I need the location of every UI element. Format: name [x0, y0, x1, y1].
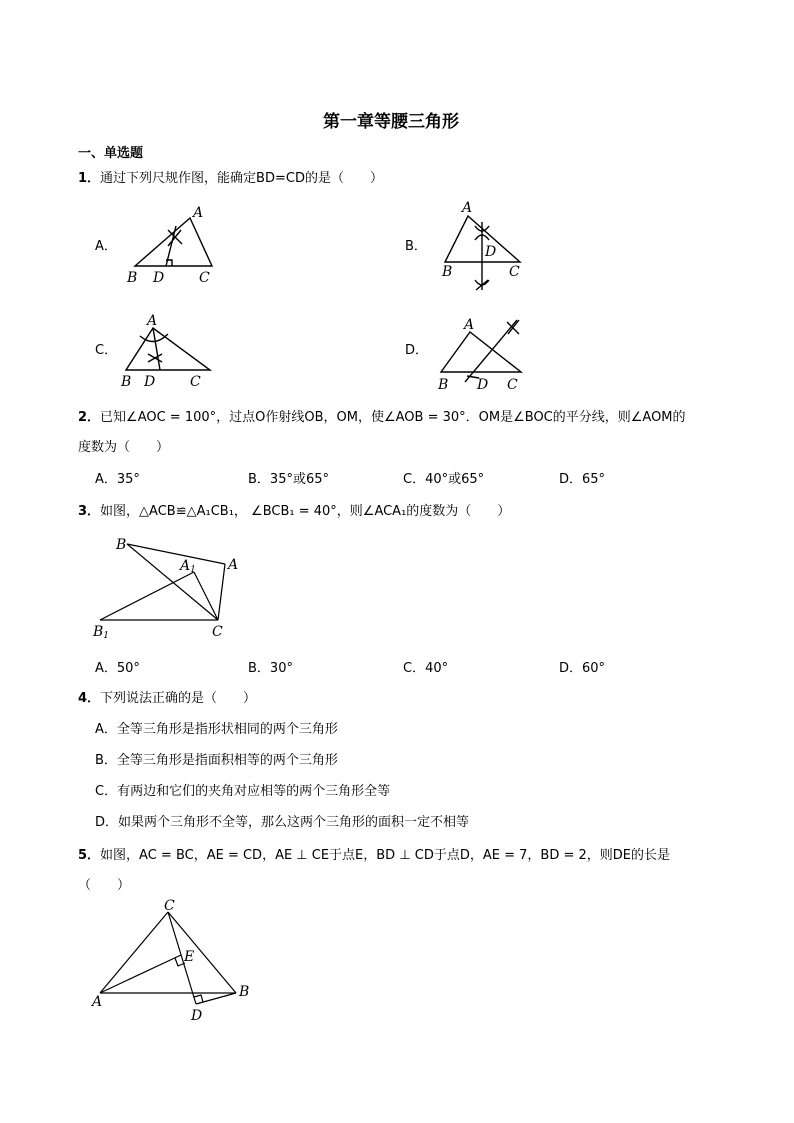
label-a: A — [92, 994, 103, 1010]
question-number: 5． — [78, 848, 101, 863]
question-text: 通过下列尺规作图，能确定BD=CD的是（ ） — [100, 171, 383, 186]
label-c: C — [507, 377, 518, 393]
label-d: D — [485, 244, 497, 260]
segment-a1c — [194, 572, 218, 620]
segment-b1a1 — [100, 572, 194, 620]
question-1 — [78, 171, 383, 187]
label-b: B — [442, 264, 453, 280]
label-a: A — [147, 313, 158, 329]
question-3 — [78, 504, 510, 520]
page-title: 第一章等腰三角形 — [323, 112, 459, 132]
option-label: B． — [405, 239, 427, 254]
arc-marks-top — [507, 320, 519, 334]
segment-ba — [127, 544, 225, 564]
label-d: D — [191, 1008, 203, 1024]
label-a: A — [462, 200, 473, 216]
label-b: B — [438, 377, 449, 393]
label-b: B — [116, 537, 127, 553]
label-d: D — [153, 270, 165, 286]
label-d: D — [144, 374, 156, 390]
option-label: A． — [95, 239, 117, 254]
option-d: D．60° — [559, 661, 606, 676]
segment-ac — [218, 564, 225, 620]
option-a: A．全等三角形是指形状相同的两个三角形 — [95, 722, 338, 737]
label-b1: B1 — [93, 624, 110, 641]
angle-bisector — [153, 328, 160, 370]
label-c: C — [190, 374, 201, 390]
question-text: 如图，△ACB≌△A₁CB₁， ∠BCB₁ = 40°，则∠ACA₁的度数为（ ） — [100, 504, 511, 519]
section-heading: 一、单选题 — [78, 146, 144, 161]
option-d: D．如果两个三角形不全等，那么这两个三角形的面积一定不相等 — [95, 815, 470, 830]
label-c: C — [509, 264, 520, 280]
label-a1: A1 — [180, 558, 196, 575]
option-label: D． — [405, 343, 429, 358]
option-label: C． — [95, 343, 118, 358]
segment-cb — [168, 912, 236, 993]
label-c: C — [164, 898, 175, 914]
figure-3 — [90, 532, 250, 644]
question-text: 下列说法正确的是（ ） — [100, 691, 257, 706]
question-5 — [78, 848, 670, 864]
label-b: B — [121, 374, 132, 390]
option-c: C．有两边和它们的夹角对应相等的两个三角形全等 — [95, 784, 391, 799]
option-c: C．40°或65° — [403, 472, 485, 487]
arc-marks — [148, 354, 162, 362]
label-a: A — [464, 317, 475, 333]
label-c: C — [212, 624, 223, 640]
triangle — [441, 332, 521, 372]
figure-1a — [120, 200, 230, 290]
label-a: A — [193, 205, 204, 221]
question-4 — [78, 691, 256, 707]
label-d: D — [477, 377, 489, 393]
option-a: A．50° — [95, 661, 140, 676]
question-number: 3． — [78, 504, 101, 519]
question-text: 如图，AC = BC，AE = CD，AE ⊥ CE于点E，BD ⊥ CD于点D，AE = 7，BD = 2，则DE的长是 — [100, 848, 670, 863]
option-b: B．全等三角形是指面积相等的两个三角形 — [95, 753, 338, 768]
label-b: B — [127, 270, 138, 286]
question-text: 已知∠AOC = 100°，过点O作射线OB，OM，使∠AOB = 30°．OM是∠BOC的平分线，则∠AOM的 — [100, 410, 686, 425]
figure-1c — [118, 310, 228, 392]
label-b: B — [239, 984, 250, 1000]
segment-ac — [100, 912, 168, 993]
option-b: B．35°或65° — [248, 472, 330, 487]
figure-5 — [88, 898, 258, 1026]
figure-1b — [435, 196, 535, 296]
option-c: C．40° — [403, 661, 449, 676]
label-e: E — [184, 949, 195, 965]
segment-bc — [127, 544, 218, 620]
question-number: 2． — [78, 410, 101, 425]
question-2 — [78, 410, 686, 426]
option-b: B．30° — [248, 661, 293, 676]
segment-ae — [100, 955, 181, 993]
label-c: C — [199, 270, 210, 286]
option-d: D．65° — [559, 472, 606, 487]
question-text-continued: 度数为（ ） — [78, 440, 170, 455]
label-a: A — [228, 557, 239, 573]
question-text-continued: （ ） — [78, 878, 131, 893]
question-number: 4． — [78, 691, 101, 706]
question-number: 1． — [78, 171, 101, 186]
triangle — [135, 218, 212, 266]
figure-1d — [433, 310, 533, 396]
option-a: A．35° — [95, 472, 140, 487]
